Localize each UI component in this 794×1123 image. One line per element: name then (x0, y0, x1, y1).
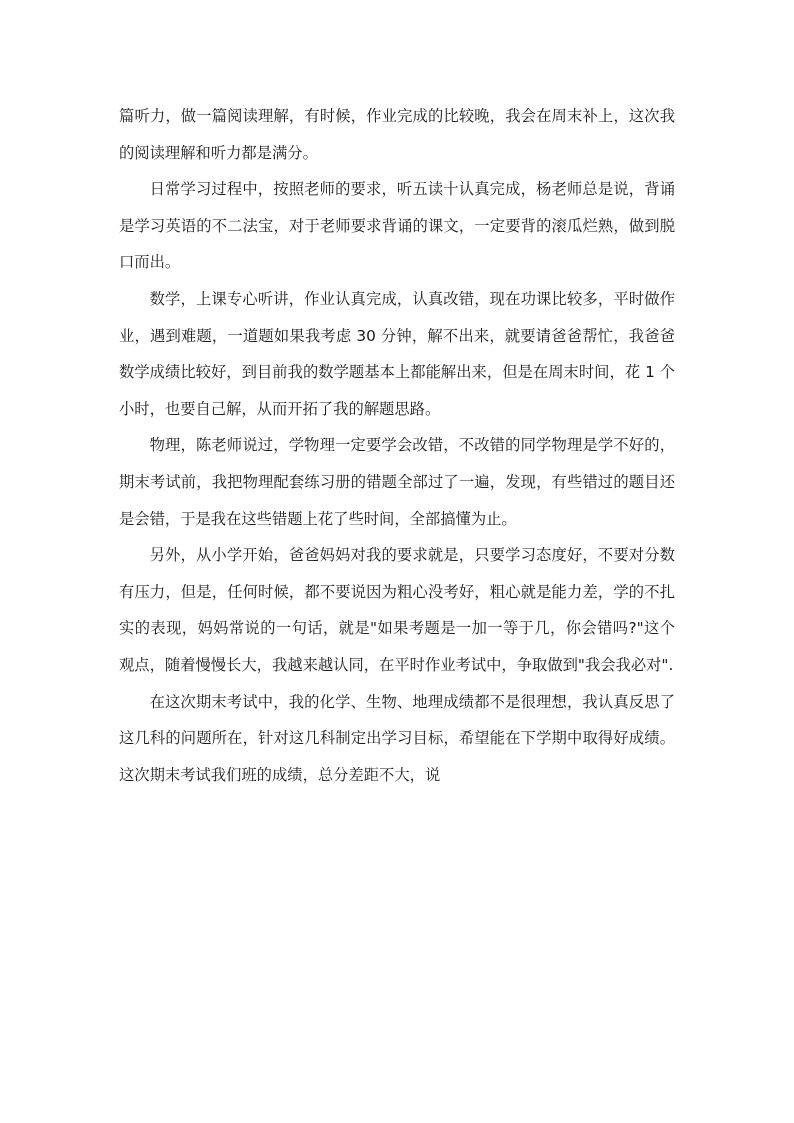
document-body (119, 98, 675, 793)
paragraph-english-study: 日常学习过程中，按照老师的要求，听五读十认真完成，杨老师总是说，背诵是学习英语的不二法宝，对于老师要求背诵的课文，一定要背的滚瓜烂熟，做到脱口而出。 (119, 180, 675, 272)
paragraph-listening-reading: 篇听力，做一篇阅读理解，有时候，作业完成的比较晚，我会在周末补上，这次我的阅读理解和听力都是满分。 (119, 107, 675, 162)
paragraph-physics: 物理，陈老师说过，学物理一定要学会改错，不改错的同学物理是学不好的，期末考试前，我把物理配套练习册的错题全部过了一遍，发现，有些错过的题目还是会错，于是我在这些错题上花了些时间，全部搞懂为止。 (119, 436, 675, 528)
paragraph-math: 数学，上课专心听讲，作业认真完成，认真改错，现在功课比较多，平时做作业，遇到难题，一道题如果我考虑 30 分钟，解不出来，就要请爸爸帮忙，我爸爸数学成绩比较好，到目前我的数学题基本上都能解出来，但是在周末时间，花 1 个小时，也要自己解，从而开拓了我的解题思路。 (119, 289, 675, 418)
paragraph-final-exam-reflection: 在这次期末考试中，我的化学、生物、地理成绩都不是很理想，我认真反思了这几科的问题所在，针对这几科制定出学习目标，希望能在下学期中取得好成绩。这次期末考试我们班的成绩，总分差距不大，说 (119, 692, 675, 784)
paragraph-parents-attitude: 另外，从小学开始，爸爸妈妈对我的要求就是，只要学习态度好，不要对分数有压力，但是，任何时候，都不要说因为粗心没考好，粗心就是能力差，学的不扎实的表现，妈妈常说的一句话，就是"如果考题是一加一等于几，你会错吗?"这个观点，随着慢慢长大，我越来越认同，在平时作业考试中，争取做到"我会我必对". (119, 546, 675, 674)
